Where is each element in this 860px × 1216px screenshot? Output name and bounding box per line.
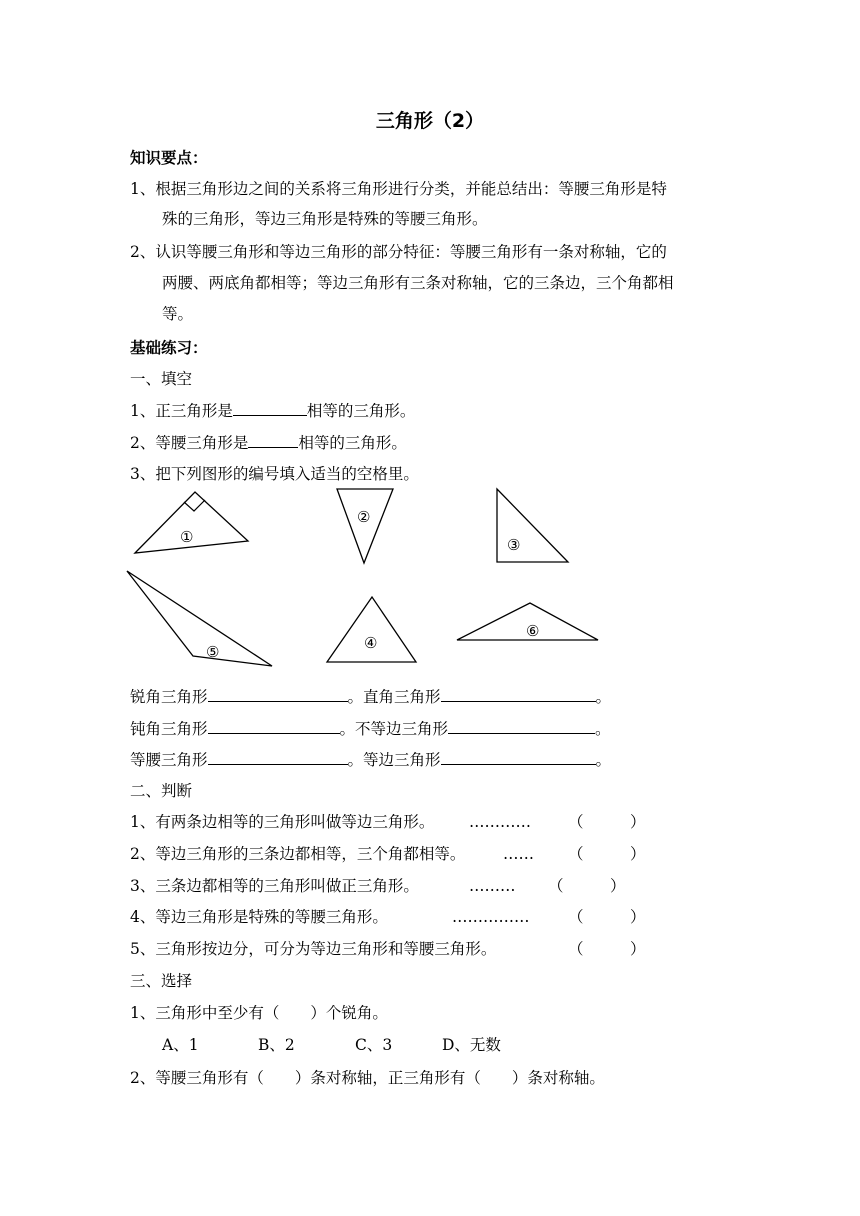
practice-heading: 基础练习： [130,339,208,357]
judge-item-1-text: 1、有两条边相等的三角形叫做等边三角形。 [130,813,435,831]
triangle-3 [497,489,568,562]
equilateral-blank[interactable] [441,748,596,765]
judge-item-3-answer[interactable]: （ ） [548,877,626,895]
end-mark: 。 [595,688,612,706]
triangle-3-label: ③ [507,536,521,554]
fill-q2-suffix: 相等的三角形。 [298,434,407,452]
knowledge-heading: 知识要点： [130,149,208,167]
judge-item-5-text: 5、三角形按边分，可分为等边三角形和等腰三角形。 [130,940,497,958]
triangle-1 [135,492,248,553]
judge-item-3-text: 3、三条边都相等的三角形叫做正三角形。 [130,877,419,895]
isosceles-label: 等腰三角形 [130,751,208,769]
triangle-1-label: ① [180,528,194,546]
triangle-2-label: ② [357,508,371,526]
judge-item-3-dots: ……… [469,877,516,895]
scalene-label: 不等边三角形 [355,720,449,738]
choice-q1-option-a[interactable]: A、1 [162,1036,199,1054]
fill-q2-prefix: 2、等腰三角形是 [130,434,249,452]
judge-item-4-text: 4、等边三角形是特殊的等腰三角形。 [130,908,388,926]
right-label: 直角三角形 [363,688,441,706]
right-blank[interactable] [441,685,596,702]
triangle-2 [337,489,393,563]
answer-row-3 [130,748,611,771]
knowledge-point-2-line-2: 两腰、两底角都相等；等边三角形有三条对称轴，它的三条边，三个角都相 [162,274,674,292]
separator: 。 [339,720,356,738]
judge-item-1-dots: ………… [469,813,531,831]
judge-item-1-answer[interactable]: （ ） [568,813,646,831]
equilateral-label: 等边三角形 [363,751,441,769]
choice-question-1: 1、三角形中至少有（ ）个锐角。 [130,1004,388,1022]
judge-item-2-answer[interactable]: （ ） [568,845,646,863]
judge-item-5-answer[interactable]: （ ） [568,940,646,958]
choice-q1-option-d[interactable]: D、无数 [442,1036,501,1054]
scalene-blank[interactable] [448,717,595,734]
choice-question-2: 2、等腰三角形有（ ）条对称轴，正三角形有（ ）条对称轴。 [130,1069,605,1087]
fill-heading: 一、填空 [130,370,193,388]
separator: 。 [347,688,364,706]
triangle-4-label: ④ [364,634,378,652]
triangle-6-label: ⑥ [526,622,540,640]
triangle-6 [457,603,598,640]
judge-item-4-answer[interactable]: （ ） [568,908,646,926]
knowledge-point-1-line-1: 1、根据三角形边之间的关系将三角形进行分类，并能总结出：等腰三角形是特 [130,180,667,198]
choice-q1-option-c[interactable]: C、3 [355,1036,393,1054]
obtuse-label: 钝角三角形 [130,720,208,738]
acute-blank[interactable] [208,685,348,702]
judge-item-2-dots: …… [503,845,534,863]
knowledge-point-1-line-2: 殊的三角形，等边三角形是特殊的等腰三角形。 [162,210,488,228]
knowledge-point-2-line-1: 2、认识等腰三角形和等边三角形的部分特征：等腰三角形有一条对称轴，它的 [130,243,667,261]
fill-question-3: 3、把下列图形的编号填入适当的空格里。 [130,465,419,483]
obtuse-blank[interactable] [208,717,340,734]
knowledge-point-2-line-3: 等。 [162,305,194,323]
separator: 。 [347,751,364,769]
triangle-5 [127,571,272,666]
acute-label: 锐角三角形 [130,688,208,706]
isosceles-blank[interactable] [208,748,348,765]
choice-heading: 三、选择 [130,972,193,990]
end-mark: 。 [595,720,611,738]
triangle-5-label: ⑤ [206,643,220,661]
end-mark: 。 [595,751,612,769]
answer-row-2 [130,717,611,740]
judge-item-2-text: 2、等边三角形的三条边都相等，三个角都相等。 [130,845,466,863]
fill-q1-prefix: 1、正三角形是 [130,402,233,420]
answer-row-1 [130,685,611,708]
choice-q1-option-b[interactable]: B、2 [258,1036,295,1054]
triangle-4 [327,597,416,662]
page-title: 三角形（2） [375,110,485,132]
judge-item-4-dots: …………… [452,908,530,926]
fill-q1-suffix: 相等的三角形。 [306,402,416,420]
judge-heading: 二、判断 [130,782,193,800]
